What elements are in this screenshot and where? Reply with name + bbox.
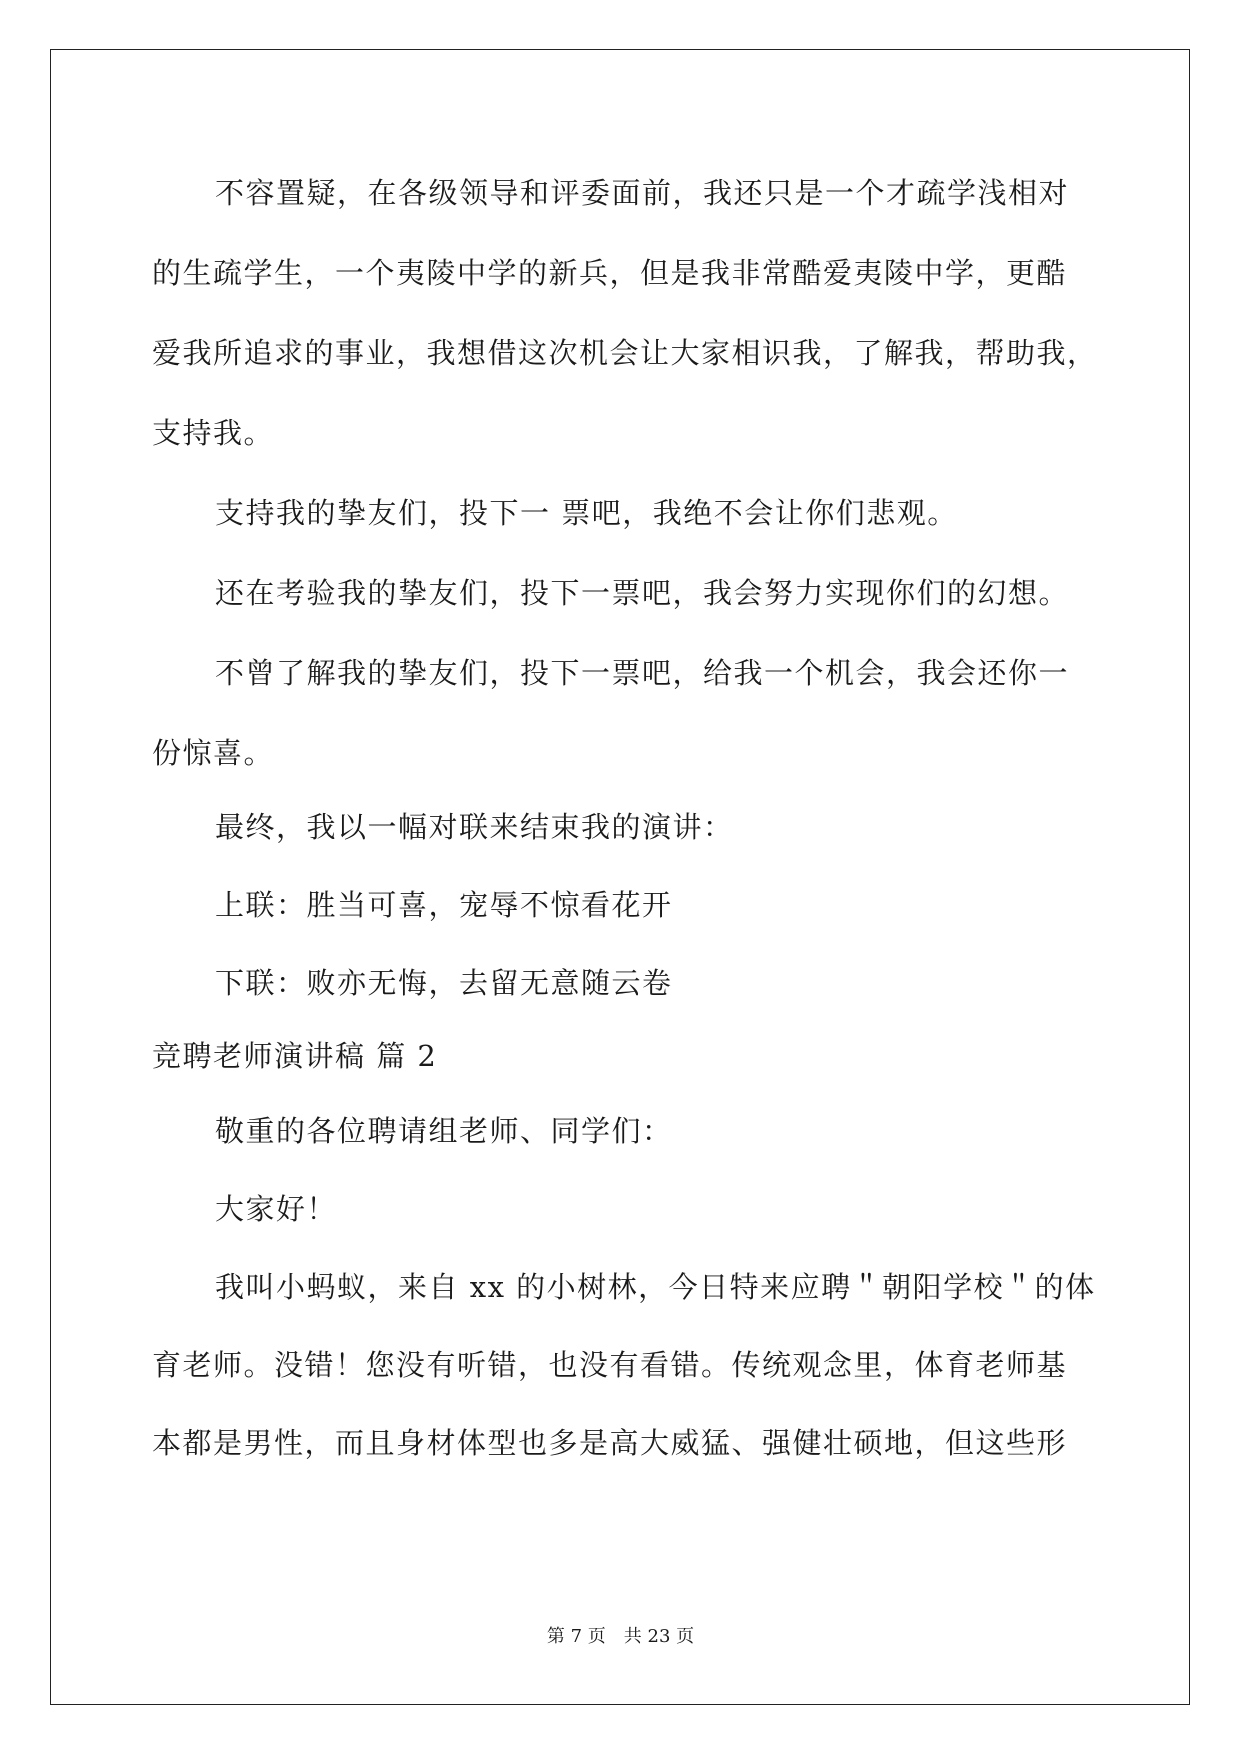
body-line: 大家好！: [215, 1192, 338, 1226]
body-line: 支持我的挚友们，投下一 票吧，我绝不会让你们悲观。: [215, 496, 958, 530]
body-line: 敬重的各位聘请组老师、同学们：: [215, 1114, 673, 1148]
body-line: 我叫小蚂蚁，来自 xx 的小树林，今日特来应聘＂朝阳学校＂的体: [215, 1270, 1096, 1304]
body-line: 本都是男性，而且身材体型也多是高大威猛、强健壮硕地，但这些形: [152, 1426, 1068, 1460]
body-line: 还在考验我的挚友们，投下一票吧，我会努力实现你们的幻想。: [215, 576, 1070, 610]
body-line: 不容置疑，在各级领导和评委面前，我还只是一个才疏学浅相对: [215, 176, 1070, 210]
body-line: 份惊喜。: [152, 736, 275, 770]
page-number: 第 7 页 共 23 页: [546, 1626, 695, 1647]
body-line: 爱我所追求的事业，我想借这次机会让大家相识我，了解我，帮助我，: [152, 336, 1098, 370]
body-line: 不曾了解我的挚友们，投下一票吧，给我一个机会，我会还你一: [215, 656, 1070, 690]
body-line: 支持我。: [152, 416, 275, 450]
couplet-upper: 上联：胜当可喜，宠辱不惊看花开: [215, 888, 673, 922]
couplet-lower: 下联：败亦无悔，去留无意随云卷: [215, 966, 673, 1000]
section-heading: 竞聘老师演讲稿 篇 2: [152, 1039, 438, 1073]
body-line: 育老师。没错！您没有听错，也没有看错。传统观念里，体育老师基: [152, 1348, 1068, 1382]
body-line: 的生疏学生，一个夷陵中学的新兵，但是我非常酷爱夷陵中学，更酷: [152, 256, 1068, 290]
body-line: 最终，我以一幅对联来结束我的演讲：: [215, 810, 734, 844]
